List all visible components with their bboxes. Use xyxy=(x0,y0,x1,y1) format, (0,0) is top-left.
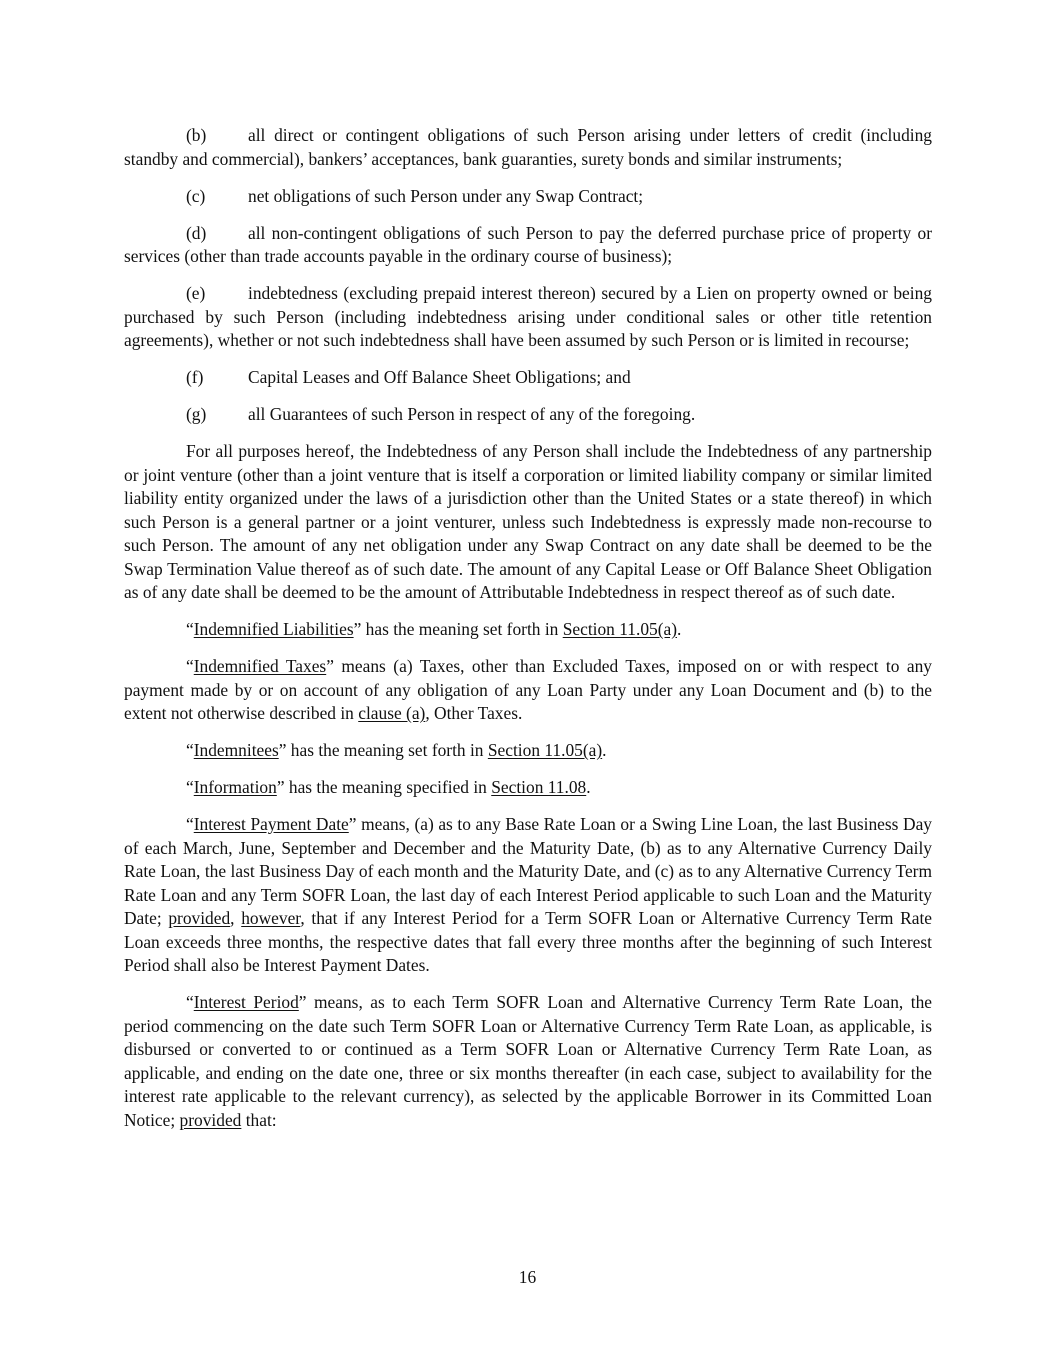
item-label: (e) xyxy=(186,283,206,303)
open-quote: “ xyxy=(186,740,194,760)
definition-text: . xyxy=(677,619,682,639)
provided-term: provided xyxy=(168,908,231,928)
definition-text: , Other Taxes. xyxy=(425,703,523,723)
defined-term: Interest Payment Date xyxy=(193,814,349,834)
item-text: net obligations of such Person under any Swap Contract; xyxy=(248,185,644,206)
provided-term: provided xyxy=(179,1109,242,1130)
definition-interest-period xyxy=(124,991,932,1132)
comma: , xyxy=(230,908,242,928)
definition-text: that: xyxy=(241,1109,277,1130)
defined-term: Indemnified Liabilities xyxy=(193,619,354,639)
definition-text: ” has the meaning set forth in xyxy=(278,740,488,760)
definition-information xyxy=(124,776,932,800)
definition-text: ” has the meaning set forth in xyxy=(353,619,563,639)
cross-reference: clause (a) xyxy=(358,703,426,723)
item-label: (g) xyxy=(186,404,207,424)
cross-reference: Section 11.08 xyxy=(491,777,587,797)
cross-reference: Section 11.05(a) xyxy=(487,740,603,760)
definition-text: ” means, (a) as to any Base Rate Loan or a Swing Line Loan, the last Business Day of each March, June, September and December and the Maturity Date, (b) as to any Alternative Currency Daily Rate Loan, the last Business Day of each month and the Maturity Date, and (c) as to any Alternative Currency Term Rate Loan and any Term SOFR Loan, the last day of each Interest Period applicable to such Loan and the Maturity Date; xyxy=(124,814,932,928)
item-text: all direct or contingent obligations of such Person arising under letters of credit (including standby and commercial), bankers’ acceptances, bank guaranties, surety bonds and similar instruments; xyxy=(124,125,932,169)
open-quote: “ xyxy=(186,992,194,1012)
defined-term: Interest Period xyxy=(193,992,299,1012)
item-label: (c) xyxy=(186,185,206,206)
definition-text: ” means, as to each Term SOFR Loan and Alternative Currency Term Rate Loan, the period commencing on the date such Term SOFR Loan or Alternative Currency Term Rate Loan, as applicable, is disbursed or converted to or continued as a Term SOFR Loan or Alternative Currency Term Rate Loan, as applicable, and ending on the date one, three or six months thereafter (in each case, subject to availability for the interest rate applicable to the relevant currency), as selected by the applicable Borrower in its Committed Loan Notice; xyxy=(124,992,932,1130)
definition-indemnified-taxes xyxy=(124,655,932,726)
definition-text: . xyxy=(586,777,591,797)
page-body xyxy=(124,124,932,1146)
definition-text: , that if any Interest Period for a Term SOFR Loan or Alternative Currency Term Rate Loan exceeds three months, the respective dates that fall every three months after the beginning of such Interest Period shall also be Interest Payment Dates. xyxy=(124,908,932,975)
item-label: (b) xyxy=(186,125,207,145)
item-text: all non-contingent obligations of such Person to pay the deferred purchase price of property or services (other than trade accounts payable in the ordinary course of business); xyxy=(124,222,932,266)
list-item-e xyxy=(124,282,932,353)
defined-term: Indemnified Taxes xyxy=(193,656,327,676)
list-item-g xyxy=(124,403,932,427)
defined-term: Information xyxy=(193,777,277,797)
list-item-f xyxy=(124,366,932,390)
definition-text: . xyxy=(602,740,607,760)
open-quote: “ xyxy=(186,619,194,639)
item-text: indebtedness (excluding prepaid interest thereon) secured by a Lien on property owned or being purchased by such Person (including indebtedness arising under conditional sales or other title retention agreements), whether or not such indebtedness shall have been assumed by such Person or is limited in recourse; xyxy=(124,283,932,350)
list-item-d xyxy=(124,222,932,269)
item-label: (d) xyxy=(186,222,207,243)
indebtedness-paragraph: For all purposes hereof, the Indebtedness of any Person shall include the Indebtedness of any partnership or joint venture (other than a joint venture that is itself a corporation or limited liability company or similar limited liability entity organized under the laws of a jurisdiction other than the United States or a state thereof) in which such Person is a general partner or a joint venturer, unless such Indebtedness is expressly made non-recourse to such Person. The amount of any net obligation under any Swap Contract on any date shall be deemed to be the Swap Termination Value thereof as of such date. The amount of any Capital Lease or Off Balance Sheet Obligation as of any date shall be deemed to be the amount of Attributable Indebtedness in respect thereof as of such date. xyxy=(124,441,932,602)
page-number: 16 xyxy=(518,1267,537,1287)
definition-indemnitees xyxy=(124,739,932,763)
however-term: however xyxy=(241,908,301,928)
open-quote: “ xyxy=(186,656,194,676)
item-label: (f) xyxy=(186,367,204,387)
item-text: all Guarantees of such Person in respect of any of the foregoing. xyxy=(248,404,696,424)
list-item-c xyxy=(124,185,932,209)
open-quote: “ xyxy=(186,777,194,797)
cross-reference: Section 11.05(a) xyxy=(562,619,678,639)
definition-interest-payment-date xyxy=(124,813,932,978)
definition-indemnified-liabilities xyxy=(124,618,932,642)
list-item-b xyxy=(124,124,932,171)
item-text: Capital Leases and Off Balance Sheet Obligations; and xyxy=(248,367,631,387)
defined-term: Indemnitees xyxy=(193,740,279,760)
definition-text: ” has the meaning specified in xyxy=(276,777,492,797)
definition-text: ” means (a) Taxes, other than Excluded Taxes, imposed on or with respect to any payment made by or on account of any obligation of any Loan Party under any Loan Document and (b) to the extent not otherwise described in xyxy=(124,656,932,723)
open-quote: “ xyxy=(186,814,194,834)
